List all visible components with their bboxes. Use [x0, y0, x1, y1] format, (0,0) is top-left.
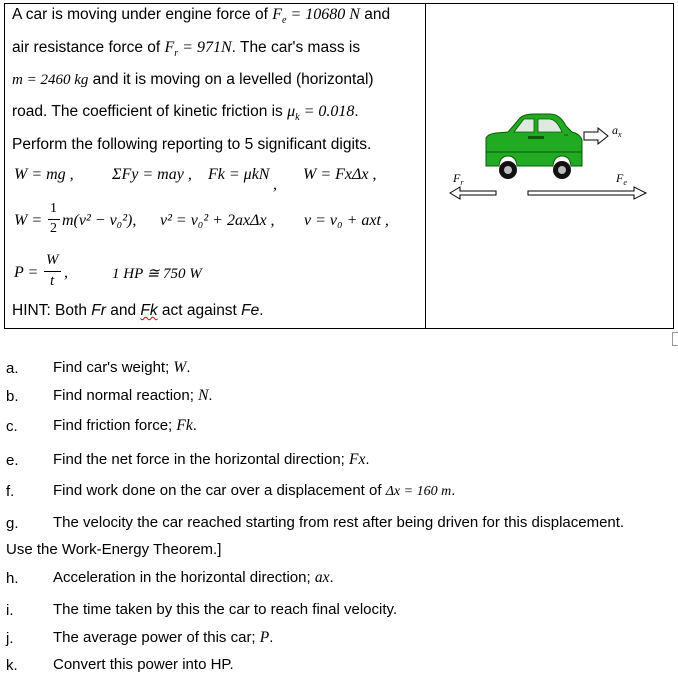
question-b-letter: b.	[6, 388, 19, 405]
problem-line-5: Perform the following reporting to 5 significant digits.	[12, 136, 372, 153]
question-e-letter: e.	[6, 452, 19, 469]
question-a-letter: a.	[6, 360, 19, 377]
formula-power-numerator: W	[46, 252, 59, 268]
question-a: Find car's weight; W.	[53, 359, 191, 376]
question-c-letter: c.	[6, 418, 18, 435]
hint-line: HINT: Both Fr and Fk act against Fe.	[12, 302, 264, 319]
air-resistance-label: $F_r$	[453, 171, 464, 187]
question-j: The average power of this car; P.	[53, 629, 274, 646]
question-f-letter: f.	[6, 483, 15, 500]
question-j-letter: j.	[6, 630, 14, 647]
formula-work-energy-lhs: W =	[14, 212, 43, 229]
problem-line-3: m = 2460 kg and it is moving on a levelled (horizontal)	[12, 71, 374, 88]
table-marker	[672, 332, 678, 346]
formula-friction: Fk = μkN	[208, 166, 270, 183]
problem-line-4: road. The coefficient of kinetic friction is $\mu_k = 0.018$.	[12, 103, 359, 124]
formula-comma: ,	[273, 176, 277, 193]
problem-line-2: air resistance force of $F_r = 971N$. The car's mass is	[12, 39, 361, 60]
formula-sum-fy: ΣFy = may ,	[112, 166, 192, 183]
formula-half-denominator: 2	[50, 221, 57, 236]
question-k: Convert this power into HP.	[53, 656, 234, 673]
air-resistance-arrow	[450, 187, 496, 199]
formula-kinematic-2: v = v₀ + axt ,	[304, 212, 389, 229]
acceleration-label: $a_x$	[612, 123, 622, 139]
formula-work: W = FxΔx ,	[303, 166, 377, 183]
question-i: The time taken by this the car to reach final velocity.	[53, 601, 398, 618]
formula-weight: W = mg ,	[14, 166, 74, 183]
formula-power-comma: ,	[64, 264, 68, 281]
question-b: Find normal reaction; N.	[53, 387, 213, 404]
formula-kinematic-1: v² = v₀² + 2axΔx ,	[160, 212, 275, 229]
question-i-letter: i.	[6, 602, 14, 619]
question-c: Find friction force; Fk.	[53, 417, 197, 434]
car-force-diagram	[426, 4, 673, 328]
problem-line-1: A car is moving under engine force of $F_e = 10680$ N and	[12, 6, 391, 27]
question-e: Find the net force in the horizontal direction; Fx.	[53, 451, 370, 468]
formula-power-denominator: t	[50, 273, 55, 289]
question-g-letter: g.	[6, 515, 19, 532]
question-h: Acceleration in the horizontal direction; ax.	[53, 569, 334, 586]
question-h-letter: h.	[6, 570, 19, 587]
formula-work-energy-rhs: m(v² − v₀²),	[62, 212, 137, 229]
engine-force-label: $F_e$	[616, 171, 627, 187]
formula-half-numerator: 1	[50, 201, 57, 216]
car-icon	[486, 114, 582, 179]
formula-power-bar	[44, 271, 61, 272]
engine-force-arrow	[528, 187, 646, 199]
formula-hp: 1 HP ≅ 750 W	[112, 266, 202, 282]
formula-power-lhs: P =	[14, 264, 39, 281]
acceleration-arrow	[584, 128, 608, 144]
question-g-continuation: Use the Work-Energy Theorem.]	[6, 541, 222, 558]
question-k-letter: k.	[6, 657, 18, 674]
question-g: The velocity the car reached starting from rest after being driven for this displacement.	[53, 514, 625, 531]
question-f: Find work done on the car over a displacement of Δx = 160 m.	[53, 482, 456, 499]
formula-half-bar	[48, 219, 60, 220]
